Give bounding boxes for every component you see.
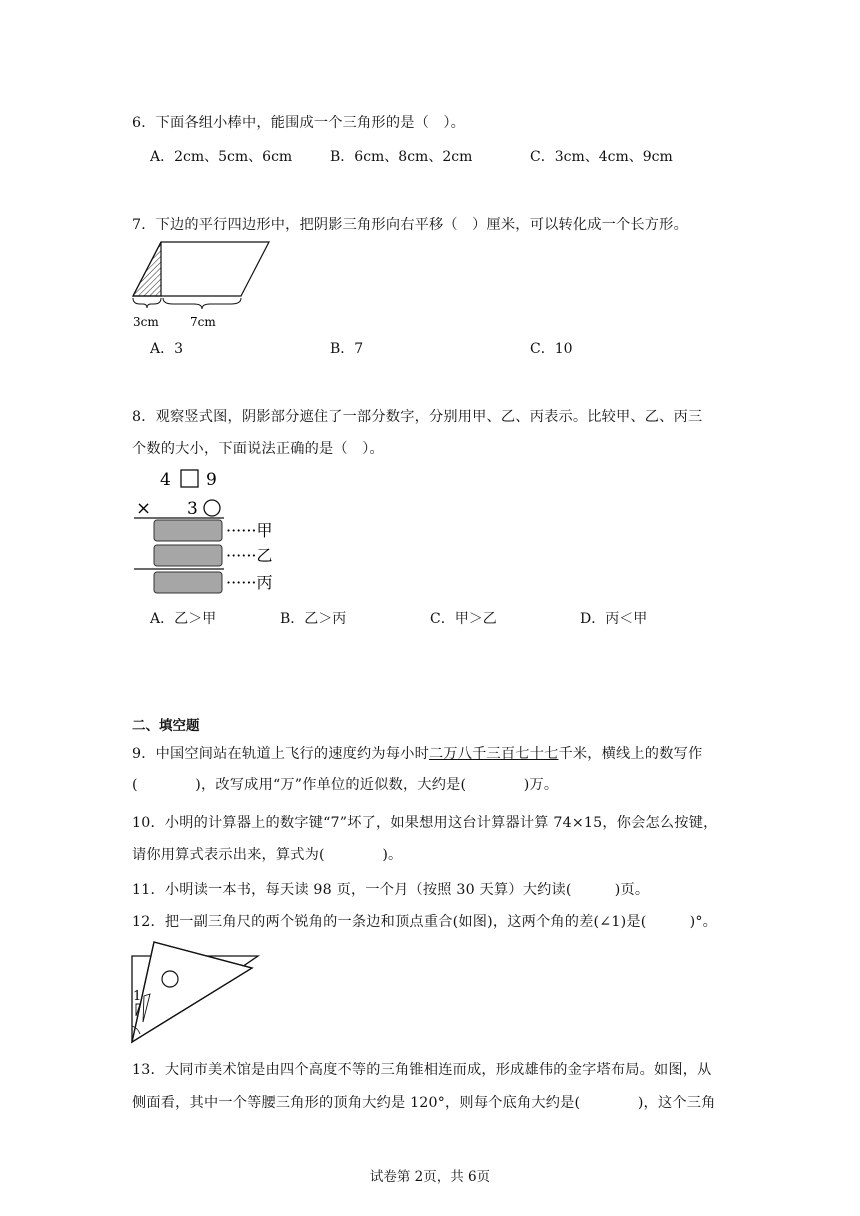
q7-option-a: A．3 [150,341,184,357]
q7-parallelogram-figure [128,238,278,332]
q6-stem: 6．下面各组小棒中，能围成一个三角形的是（ ）。 [132,115,466,131]
q9-underlined-number: 二万八千三百七十七 [428,746,559,762]
q10-line2: 请你用算式表示出来，算式为( )。 [132,847,403,863]
q8-hidden-square [181,470,198,487]
q7-label-7cm: 7cm [190,315,216,329]
q8-stem-line2: 个数的大小，下面说法正确的是（ ）。 [132,441,384,457]
section-title-fill-in: 二、填空题 [132,718,200,734]
q7-label-3cm: 3cm [133,315,159,329]
q8-label-yi: ······乙 [226,546,273,565]
q8-stem-line1: 8．观察竖式图，阴影部分遮住了一部分数字，分别用甲、乙、丙表示。比较甲、乙、丙三 [132,409,703,425]
q8-digit-3: 3 [187,499,198,519]
q8-option-c: C．甲＞乙 [430,611,497,627]
q8-label-bing: ······丙 [226,573,273,592]
q8-option-d: D．丙＜甲 [580,611,648,627]
q8-digit-4: 4 [160,470,171,490]
q11-text: 11．小明读一本书，每天读 98 页，一个月（按照 30 天算）大约读( )页。 [132,882,650,898]
q7-stem: 7．下边的平行四边形中，把阴影三角形向右平移（ ）厘米，可以转化成一个长方形。 [132,217,688,233]
q8-hidden-circle [204,500,220,516]
q13-line1: 13．大同市美术馆是由四个高度不等的三角锥相连而成，形成雄伟的金字塔布局。如图，从 [132,1062,712,1078]
q13-line2: 侧面看，其中一个等腰三角形的顶角大约是 120°，则每个底角大约是( )，这个三角 [132,1095,716,1111]
q9-line1-pre: 9．中国空间站在轨道上飞行的速度约为每小时 [132,746,429,762]
q12-text: 12．把一副三角尺的两个锐角的一条边和顶点重合(如图)，这两个角的差(∠1)是( )°。 [132,914,718,930]
q8-shaded-jia [154,520,222,541]
q12-set-squares-figure [128,938,263,1046]
q6-option-c: C．3cm、4cm、9cm [530,149,673,165]
q6-option-b: B．6cm、8cm、2cm [330,149,473,165]
q8-shaded-yi [154,545,222,566]
q12-angle-label: 1 [133,989,142,1004]
q7-option-c: C．10 [530,341,573,357]
q8-digit-9: 9 [206,470,217,490]
q9-line1 [132,743,702,763]
q8-vertical-multiplication-figure [130,464,300,602]
q6-option-a: A．2cm、5cm、6cm [150,149,293,165]
q10-line1: 10．小明的计算器上的数字键“7”坏了，如果想用这台计算器计算 74×15，你会怎么按键， [132,815,718,831]
q9-line1-post: 千米，横线上的数写作 [558,746,703,762]
q8-label-jia: ······甲 [226,521,273,540]
page-footer: 试卷第 2页，共 6页 [369,1169,491,1185]
q8-option-b: B．乙＞丙 [280,611,347,627]
q7-option-b: B．7 [330,341,364,357]
q8-shaded-bing [154,572,222,593]
q9-line2: ( )，改写成用“万”作单位的近似数，大约是( )万。 [132,777,559,793]
q8-option-a: A．乙＞甲 [150,611,217,627]
q8-times-sign: × [136,498,152,519]
